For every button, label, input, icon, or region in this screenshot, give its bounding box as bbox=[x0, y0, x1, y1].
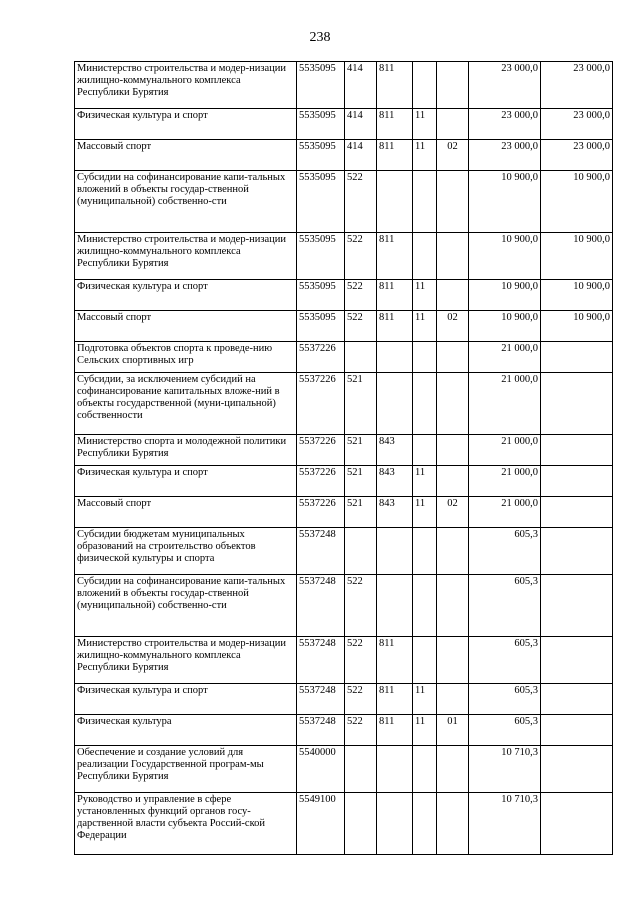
table-body bbox=[75, 62, 613, 855]
cell-amount-1: 10 900,0 bbox=[469, 311, 541, 342]
cell-target-article: 5535095 bbox=[297, 280, 345, 311]
cell-amount-2 bbox=[541, 528, 613, 575]
cell-subsection bbox=[437, 280, 469, 311]
cell-subsection: 02 bbox=[437, 497, 469, 528]
cell-administrator: 811 bbox=[377, 684, 413, 715]
cell-amount-1: 605,3 bbox=[469, 684, 541, 715]
cell-section: 11 bbox=[413, 140, 437, 171]
cell-target-article: 5537226 bbox=[297, 342, 345, 373]
cell-name: Физическая культура и спорт bbox=[75, 684, 297, 715]
cell-target-article: 5549100 bbox=[297, 793, 345, 855]
table-row bbox=[75, 793, 613, 855]
cell-amount-1: 605,3 bbox=[469, 637, 541, 684]
cell-expense-type: 522 bbox=[345, 311, 377, 342]
cell-target-article: 5537226 bbox=[297, 373, 345, 435]
cell-expense-type bbox=[345, 746, 377, 793]
table-row bbox=[75, 109, 613, 140]
cell-section bbox=[413, 637, 437, 684]
cell-section: 11 bbox=[413, 497, 437, 528]
cell-amount-2: 23 000,0 bbox=[541, 140, 613, 171]
cell-name: Физическая культура bbox=[75, 715, 297, 746]
cell-target-article: 5537248 bbox=[297, 684, 345, 715]
cell-amount-1: 23 000,0 bbox=[469, 109, 541, 140]
cell-administrator bbox=[377, 793, 413, 855]
cell-name: Массовый спорт bbox=[75, 311, 297, 342]
cell-subsection bbox=[437, 466, 469, 497]
table-row bbox=[75, 497, 613, 528]
table-row bbox=[75, 435, 613, 466]
cell-subsection: 02 bbox=[437, 140, 469, 171]
cell-section bbox=[413, 171, 437, 233]
cell-administrator: 811 bbox=[377, 62, 413, 109]
cell-expense-type: 522 bbox=[345, 171, 377, 233]
cell-name: Субсидии бюджетам муниципальных образований на строительство объектов физической культуры и спорта bbox=[75, 528, 297, 575]
cell-amount-1: 605,3 bbox=[469, 715, 541, 746]
cell-amount-1: 21 000,0 bbox=[469, 466, 541, 497]
table-row bbox=[75, 575, 613, 637]
cell-name: Министерство спорта и молодежной политики Республики Бурятия bbox=[75, 435, 297, 466]
cell-expense-type: 414 bbox=[345, 109, 377, 140]
cell-amount-1: 21 000,0 bbox=[469, 435, 541, 466]
cell-name: Массовый спорт bbox=[75, 140, 297, 171]
table-row bbox=[75, 233, 613, 280]
cell-subsection: 02 bbox=[437, 311, 469, 342]
cell-subsection bbox=[437, 233, 469, 280]
cell-administrator bbox=[377, 171, 413, 233]
cell-expense-type: 522 bbox=[345, 575, 377, 637]
cell-name: Подготовка объектов спорта к проведе-нию Сельских спортивных игр bbox=[75, 342, 297, 373]
cell-target-article: 5535095 bbox=[297, 62, 345, 109]
cell-target-article: 5537226 bbox=[297, 497, 345, 528]
cell-administrator bbox=[377, 373, 413, 435]
table-row bbox=[75, 373, 613, 435]
cell-section: 11 bbox=[413, 715, 437, 746]
cell-amount-2: 10 900,0 bbox=[541, 171, 613, 233]
cell-name: Субсидии на софинансирование капи-тальных вложений в объекты государ-ственной (муниципальной) собственно-сти bbox=[75, 575, 297, 637]
table-row bbox=[75, 637, 613, 684]
cell-amount-1: 10 900,0 bbox=[469, 233, 541, 280]
cell-administrator: 811 bbox=[377, 715, 413, 746]
table-row bbox=[75, 715, 613, 746]
cell-target-article: 5537226 bbox=[297, 466, 345, 497]
cell-subsection bbox=[437, 342, 469, 373]
table-row bbox=[75, 311, 613, 342]
cell-name: Обеспечение и создание условий для реализации Государственной програм-мы Республики Бурятия bbox=[75, 746, 297, 793]
budget-table bbox=[74, 61, 613, 855]
cell-amount-1: 21 000,0 bbox=[469, 342, 541, 373]
cell-amount-1: 10 900,0 bbox=[469, 280, 541, 311]
cell-administrator bbox=[377, 746, 413, 793]
cell-administrator bbox=[377, 342, 413, 373]
cell-amount-2 bbox=[541, 373, 613, 435]
cell-subsection bbox=[437, 575, 469, 637]
cell-expense-type: 521 bbox=[345, 466, 377, 497]
cell-administrator: 811 bbox=[377, 109, 413, 140]
cell-section: 11 bbox=[413, 684, 437, 715]
cell-subsection bbox=[437, 528, 469, 575]
cell-expense-type bbox=[345, 793, 377, 855]
cell-subsection bbox=[437, 637, 469, 684]
table-row bbox=[75, 140, 613, 171]
cell-administrator bbox=[377, 575, 413, 637]
cell-subsection: 01 bbox=[437, 715, 469, 746]
cell-amount-1: 605,3 bbox=[469, 575, 541, 637]
cell-amount-1: 10 710,3 bbox=[469, 793, 541, 855]
cell-section bbox=[413, 62, 437, 109]
table-row bbox=[75, 746, 613, 793]
cell-subsection bbox=[437, 171, 469, 233]
cell-name: Министерство строительства и модер-низации жилищно-коммунального комплекса Республики Бурятия bbox=[75, 233, 297, 280]
cell-amount-2: 23 000,0 bbox=[541, 109, 613, 140]
cell-amount-2: 10 900,0 bbox=[541, 233, 613, 280]
cell-section: 11 bbox=[413, 311, 437, 342]
cell-expense-type: 521 bbox=[345, 373, 377, 435]
cell-amount-2 bbox=[541, 342, 613, 373]
cell-name: Министерство строительства и модер-низации жилищно-коммунального комплекса Республики Бурятия bbox=[75, 637, 297, 684]
cell-amount-2 bbox=[541, 466, 613, 497]
cell-expense-type: 522 bbox=[345, 684, 377, 715]
cell-administrator: 811 bbox=[377, 311, 413, 342]
cell-name: Субсидии, за исключением субсидий на софинансирование капитальных вложе-ний в объекты государственной (муни-ципальной) собственности bbox=[75, 373, 297, 435]
cell-target-article: 5535095 bbox=[297, 233, 345, 280]
table-row bbox=[75, 62, 613, 109]
cell-expense-type: 414 bbox=[345, 62, 377, 109]
cell-subsection bbox=[437, 746, 469, 793]
cell-expense-type: 522 bbox=[345, 637, 377, 684]
page-number: 238 bbox=[309, 30, 331, 45]
cell-administrator: 811 bbox=[377, 140, 413, 171]
cell-section bbox=[413, 793, 437, 855]
cell-amount-1: 10 900,0 bbox=[469, 171, 541, 233]
cell-amount-1: 10 710,3 bbox=[469, 746, 541, 793]
table-row bbox=[75, 342, 613, 373]
table-row bbox=[75, 171, 613, 233]
cell-name: Министерство строительства и модер-низации жилищно-коммунального комплекса Республики Бурятия bbox=[75, 62, 297, 109]
table-row bbox=[75, 466, 613, 497]
cell-target-article: 5537248 bbox=[297, 637, 345, 684]
cell-target-article: 5535095 bbox=[297, 171, 345, 233]
cell-subsection bbox=[437, 793, 469, 855]
cell-section bbox=[413, 342, 437, 373]
cell-expense-type bbox=[345, 528, 377, 575]
cell-expense-type: 522 bbox=[345, 233, 377, 280]
cell-administrator bbox=[377, 528, 413, 575]
cell-administrator: 811 bbox=[377, 637, 413, 684]
table-row bbox=[75, 528, 613, 575]
cell-amount-2 bbox=[541, 746, 613, 793]
table-row bbox=[75, 684, 613, 715]
cell-section bbox=[413, 575, 437, 637]
cell-target-article: 5537248 bbox=[297, 715, 345, 746]
cell-name: Руководство и управление в сфере установленных функций органов госу-дарственной власти субъекта Россий-ской Федерации bbox=[75, 793, 297, 855]
cell-amount-2 bbox=[541, 435, 613, 466]
cell-target-article: 5535095 bbox=[297, 311, 345, 342]
cell-subsection bbox=[437, 373, 469, 435]
cell-expense-type: 521 bbox=[345, 435, 377, 466]
cell-name: Физическая культура и спорт bbox=[75, 280, 297, 311]
cell-administrator: 843 bbox=[377, 466, 413, 497]
cell-expense-type bbox=[345, 342, 377, 373]
cell-subsection bbox=[437, 109, 469, 140]
table-row bbox=[75, 280, 613, 311]
cell-section: 11 bbox=[413, 466, 437, 497]
cell-amount-1: 21 000,0 bbox=[469, 497, 541, 528]
cell-amount-2 bbox=[541, 684, 613, 715]
cell-amount-2 bbox=[541, 715, 613, 746]
cell-name: Физическая культура и спорт bbox=[75, 466, 297, 497]
cell-amount-2: 10 900,0 bbox=[541, 311, 613, 342]
cell-section bbox=[413, 435, 437, 466]
cell-target-article: 5537226 bbox=[297, 435, 345, 466]
cell-name: Массовый спорт bbox=[75, 497, 297, 528]
cell-amount-1: 23 000,0 bbox=[469, 140, 541, 171]
cell-amount-1: 605,3 bbox=[469, 528, 541, 575]
cell-amount-2: 23 000,0 bbox=[541, 62, 613, 109]
cell-expense-type: 521 bbox=[345, 497, 377, 528]
cell-section bbox=[413, 233, 437, 280]
cell-section bbox=[413, 746, 437, 793]
cell-administrator: 843 bbox=[377, 497, 413, 528]
cell-target-article: 5535095 bbox=[297, 109, 345, 140]
cell-section: 11 bbox=[413, 109, 437, 140]
cell-expense-type: 522 bbox=[345, 280, 377, 311]
cell-amount-2: 10 900,0 bbox=[541, 280, 613, 311]
cell-target-article: 5535095 bbox=[297, 140, 345, 171]
cell-target-article: 5540000 bbox=[297, 746, 345, 793]
cell-administrator: 811 bbox=[377, 280, 413, 311]
cell-target-article: 5537248 bbox=[297, 528, 345, 575]
cell-subsection bbox=[437, 435, 469, 466]
cell-amount-1: 23 000,0 bbox=[469, 62, 541, 109]
cell-amount-1: 21 000,0 bbox=[469, 373, 541, 435]
cell-subsection bbox=[437, 684, 469, 715]
cell-target-article: 5537248 bbox=[297, 575, 345, 637]
cell-expense-type: 522 bbox=[345, 715, 377, 746]
cell-expense-type: 414 bbox=[345, 140, 377, 171]
cell-subsection bbox=[437, 62, 469, 109]
cell-section: 11 bbox=[413, 280, 437, 311]
cell-name: Физическая культура и спорт bbox=[75, 109, 297, 140]
cell-section bbox=[413, 373, 437, 435]
cell-amount-2 bbox=[541, 575, 613, 637]
cell-amount-2 bbox=[541, 497, 613, 528]
cell-section bbox=[413, 528, 437, 575]
cell-administrator: 843 bbox=[377, 435, 413, 466]
cell-amount-2 bbox=[541, 793, 613, 855]
cell-administrator: 811 bbox=[377, 233, 413, 280]
cell-name: Субсидии на софинансирование капи-тальных вложений в объекты государ-ственной (муниципальной) собственно-сти bbox=[75, 171, 297, 233]
cell-amount-2 bbox=[541, 637, 613, 684]
